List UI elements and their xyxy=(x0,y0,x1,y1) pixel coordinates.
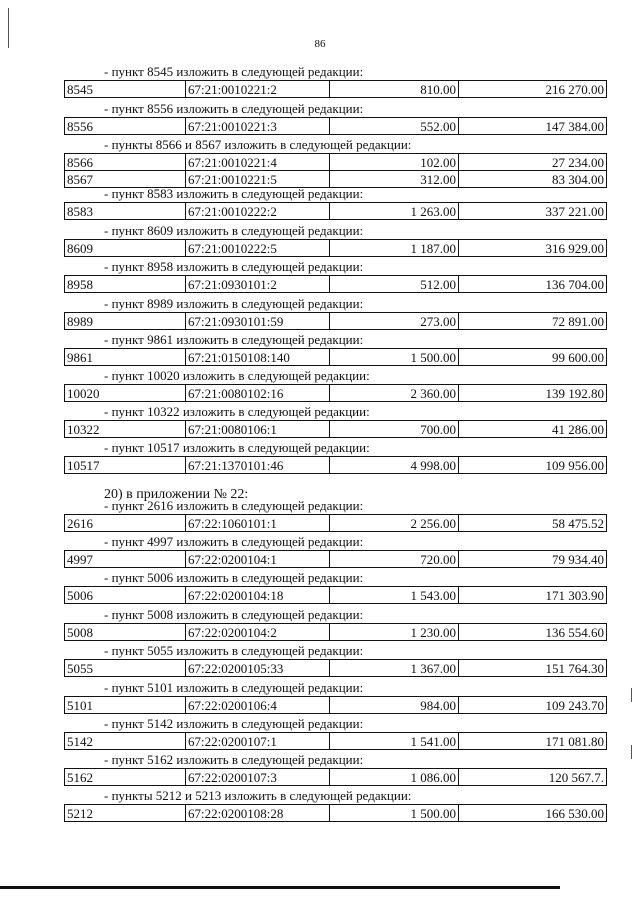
cell-cadastral: 67:22:0200107:1 xyxy=(186,733,330,750)
cell-cadastral: 67:22:0200104:2 xyxy=(186,624,330,641)
cell-number: 5006 xyxy=(65,587,186,604)
page-number: 86 xyxy=(314,38,326,50)
cell-area: 1 187.00 xyxy=(330,240,459,257)
record-table xyxy=(64,117,607,135)
cell-value: 171 303.90 xyxy=(459,587,607,604)
amendment-directive: - пункт 8556 изложить в следующей редакции: xyxy=(104,101,364,116)
cell-area: 1 500.00 xyxy=(330,349,459,366)
cell-cadastral: 67:21:0930101:59 xyxy=(186,313,330,330)
table-row xyxy=(65,624,607,641)
cell-number: 5162 xyxy=(65,769,186,786)
cell-area: 810.00 xyxy=(330,81,459,98)
cell-number: 8609 xyxy=(65,240,186,257)
cell-cadastral: 67:21:0010221:5 xyxy=(186,171,330,188)
cell-number: 4997 xyxy=(65,551,186,568)
amendment-directive: - пункт 5055 изложить в следующей редакции: xyxy=(104,643,364,658)
cell-area: 4 998.00 xyxy=(330,457,459,474)
cell-value: 79 934.40 xyxy=(459,551,607,568)
cell-value: 58 475.52 xyxy=(459,515,607,532)
record-table xyxy=(64,153,607,188)
amendment-directive: - пункт 8583 изложить в следующей редакции: xyxy=(104,186,364,201)
amendment-directive: - пункт 5101 изложить в следующей редакции: xyxy=(104,680,364,695)
cell-value: 120 567.7. xyxy=(459,769,607,786)
record-table xyxy=(64,623,607,641)
record-table xyxy=(64,275,607,293)
cell-area: 1 263.00 xyxy=(330,203,459,220)
cell-cadastral: 67:22:0200108:28 xyxy=(186,805,330,822)
table-row xyxy=(65,733,607,750)
right-margin-mark xyxy=(631,745,632,759)
cell-cadastral: 67:21:0080106:1 xyxy=(186,421,330,438)
cell-area: 512.00 xyxy=(330,276,459,293)
cell-number: 8545 xyxy=(65,81,186,98)
cell-number: 8567 xyxy=(65,171,186,188)
cell-number: 8556 xyxy=(65,118,186,135)
record-table xyxy=(64,696,607,714)
cell-number: 5101 xyxy=(65,697,186,714)
cell-area: 2 360.00 xyxy=(330,385,459,402)
cell-value: 136 704.00 xyxy=(459,276,607,293)
table-row xyxy=(65,457,607,474)
table-row xyxy=(65,515,607,532)
table-row xyxy=(65,203,607,220)
table-row xyxy=(65,660,607,677)
left-margin-mark xyxy=(8,8,9,48)
amendment-directive: - пункт 4997 изложить в следующей редакции: xyxy=(104,534,364,549)
cell-number: 10322 xyxy=(65,421,186,438)
cell-area: 1 543.00 xyxy=(330,587,459,604)
cell-value: 41 286.00 xyxy=(459,421,607,438)
record-table xyxy=(64,384,607,402)
section-heading: 20) в приложении № 22: xyxy=(104,487,249,502)
record-table xyxy=(64,239,607,257)
cell-number: 8583 xyxy=(65,203,186,220)
cell-value: 99 600.00 xyxy=(459,349,607,366)
amendment-directive: - пункты 8566 и 8567 изложить в следующей редакции: xyxy=(104,137,412,152)
cell-cadastral: 67:22:0200105:33 xyxy=(186,660,330,677)
table-row xyxy=(65,154,607,171)
amendment-directive: - пункт 5162 изложить в следующей редакции: xyxy=(104,752,364,767)
table-row xyxy=(65,421,607,438)
cell-number: 8566 xyxy=(65,154,186,171)
cell-cadastral: 67:22:0200104:18 xyxy=(186,587,330,604)
cell-area: 102.00 xyxy=(330,154,459,171)
cell-value: 109 243.70 xyxy=(459,697,607,714)
cell-number: 5008 xyxy=(65,624,186,641)
cell-cadastral: 67:21:0150108:140 xyxy=(186,349,330,366)
amendment-directive: - пункт 10020 изложить в следующей редакции: xyxy=(104,368,370,383)
cell-area: 312.00 xyxy=(330,171,459,188)
cell-area: 2 256.00 xyxy=(330,515,459,532)
amendment-directive: - пункт 10322 изложить в следующей редакции: xyxy=(104,404,370,419)
table-row xyxy=(65,697,607,714)
cell-number: 5142 xyxy=(65,733,186,750)
cell-value: 337 221.00 xyxy=(459,203,607,220)
cell-area: 1 086.00 xyxy=(330,769,459,786)
cell-number: 5055 xyxy=(65,660,186,677)
cell-cadastral: 67:22:0200104:1 xyxy=(186,551,330,568)
cell-cadastral: 67:22:1060101:1 xyxy=(186,515,330,532)
cell-area: 700.00 xyxy=(330,421,459,438)
table-row xyxy=(65,587,607,604)
record-table xyxy=(64,514,607,532)
cell-value: 72 891.00 xyxy=(459,313,607,330)
cell-cadastral: 67:21:0010221:4 xyxy=(186,154,330,171)
amendment-directive: - пункт 5008 изложить в следующей редакции: xyxy=(104,607,364,622)
record-table xyxy=(64,420,607,438)
record-table xyxy=(64,456,607,474)
cell-number: 10517 xyxy=(65,457,186,474)
cell-cadastral: 67:21:0080102:16 xyxy=(186,385,330,402)
amendment-directive: - пункт 8989 изложить в следующей редакции: xyxy=(104,296,364,311)
cell-value: 83 304.00 xyxy=(459,171,607,188)
table-row xyxy=(65,81,607,98)
table-row xyxy=(65,171,607,188)
cell-area: 1 230.00 xyxy=(330,624,459,641)
cell-cadastral: 67:22:0200107:3 xyxy=(186,769,330,786)
table-row xyxy=(65,118,607,135)
cell-cadastral: 67:21:0010222:5 xyxy=(186,240,330,257)
table-row xyxy=(65,805,607,822)
table-row xyxy=(65,551,607,568)
cell-cadastral: 67:22:0200106:4 xyxy=(186,697,330,714)
record-table xyxy=(64,586,607,604)
right-margin-mark xyxy=(631,688,632,702)
cell-value: 147 384.00 xyxy=(459,118,607,135)
cell-number: 10020 xyxy=(65,385,186,402)
amendment-directive: - пункт 8609 изложить в следующей редакции: xyxy=(104,223,364,238)
cell-area: 720.00 xyxy=(330,551,459,568)
record-table xyxy=(64,202,607,220)
table-row xyxy=(65,349,607,366)
cell-cadastral: 67:21:1370101:46 xyxy=(186,457,330,474)
cell-value: 27 234.00 xyxy=(459,154,607,171)
amendment-directive: - пункт 5142 изложить в следующей редакции: xyxy=(104,716,364,731)
cell-number: 2616 xyxy=(65,515,186,532)
cell-value: 316 929.00 xyxy=(459,240,607,257)
cell-area: 984.00 xyxy=(330,697,459,714)
record-table xyxy=(64,804,607,822)
amendment-directive: - пункт 8958 изложить в следующей редакции: xyxy=(104,259,364,274)
cell-cadastral: 67:21:0930101:2 xyxy=(186,276,330,293)
record-table xyxy=(64,550,607,568)
amendment-directive: - пункт 5006 изложить в следующей редакции: xyxy=(104,570,364,585)
amendment-directive: - пункт 2616 изложить в следующей редакции: xyxy=(104,498,364,513)
cell-area: 552.00 xyxy=(330,118,459,135)
cell-area: 273.00 xyxy=(330,313,459,330)
cell-area: 1 500.00 xyxy=(330,805,459,822)
cell-number: 8958 xyxy=(65,276,186,293)
record-table xyxy=(64,80,607,98)
cell-value: 171 081.80 xyxy=(459,733,607,750)
cell-cadastral: 67:21:0010221:3 xyxy=(186,118,330,135)
record-table xyxy=(64,768,607,786)
cell-number: 8989 xyxy=(65,313,186,330)
record-table xyxy=(64,348,607,366)
record-table xyxy=(64,659,607,677)
cell-value: 216 270.00 xyxy=(459,81,607,98)
table-row xyxy=(65,313,607,330)
record-table xyxy=(64,312,607,330)
cell-area: 1 541.00 xyxy=(330,733,459,750)
footer-rule xyxy=(0,886,560,889)
table-row xyxy=(65,769,607,786)
amendment-directive: - пункт 8545 изложить в следующей редакции: xyxy=(104,64,364,79)
cell-value: 166 530.00 xyxy=(459,805,607,822)
table-row xyxy=(65,276,607,293)
cell-area: 1 367.00 xyxy=(330,660,459,677)
cell-value: 109 956.00 xyxy=(459,457,607,474)
cell-value: 151 764.30 xyxy=(459,660,607,677)
cell-cadastral: 67:21:0010221:2 xyxy=(186,81,330,98)
table-row xyxy=(65,240,607,257)
cell-value: 136 554.60 xyxy=(459,624,607,641)
cell-number: 9861 xyxy=(65,349,186,366)
amendment-directive: - пункт 9861 изложить в следующей редакции: xyxy=(104,332,364,347)
record-table xyxy=(64,732,607,750)
cell-number: 5212 xyxy=(65,805,186,822)
cell-value: 139 192.80 xyxy=(459,385,607,402)
amendment-directive: - пункт 10517 изложить в следующей редакции: xyxy=(104,440,370,455)
amendment-directive: - пункты 5212 и 5213 изложить в следующей редакции: xyxy=(104,788,412,803)
cell-cadastral: 67:21:0010222:2 xyxy=(186,203,330,220)
table-row xyxy=(65,385,607,402)
